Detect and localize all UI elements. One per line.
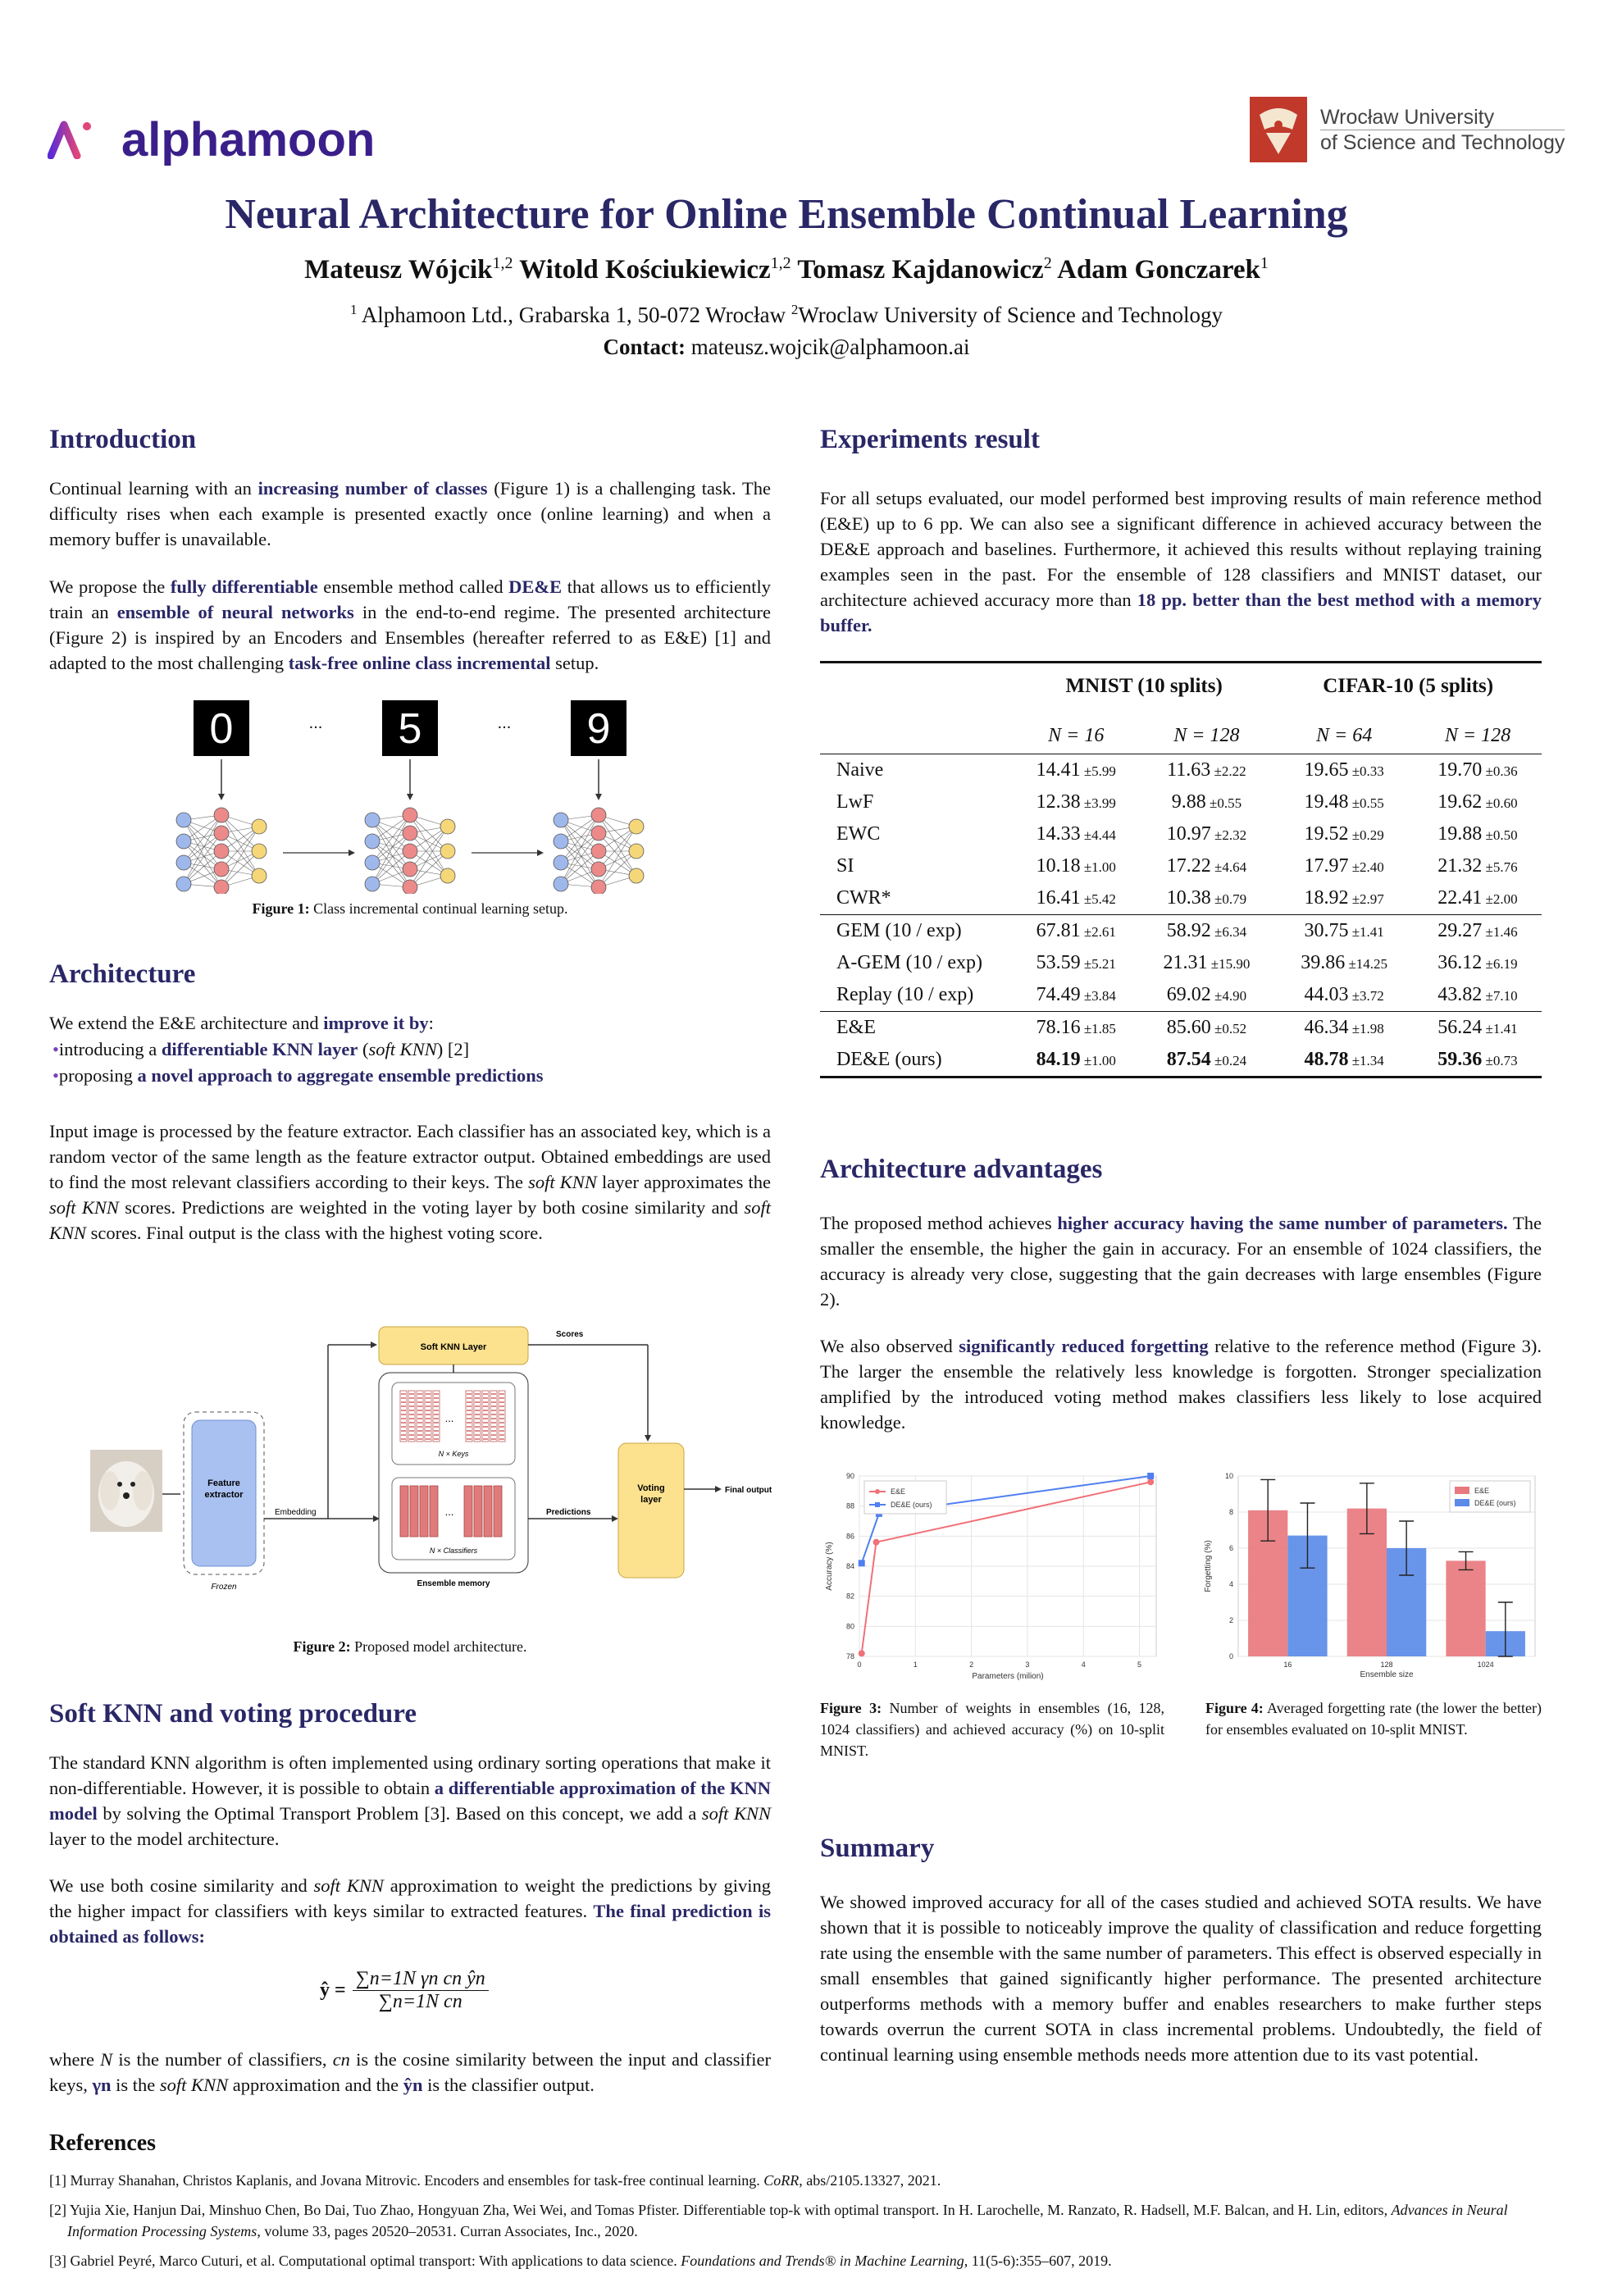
y-axis-label: Forgetting (%) [1204,1540,1213,1592]
section-heading-architecture: Architecture [49,959,196,989]
classifiers-label: N × Classifiers [429,1547,478,1555]
table-cell: 19.48 ±0.55 [1304,790,1384,813]
key-vector [474,1391,481,1442]
alphamoon-logo [48,113,375,166]
table-cell: 21.31 ±15.90 [1163,951,1251,973]
table-cell: 12.38 ±3.99 [1036,790,1116,813]
table-cell: 36.12 ±6.19 [1437,951,1518,973]
table-cell: 69.02 ±4.90 [1166,983,1247,1005]
table-row-label: GEM (10 / exp) [836,919,962,941]
references-list [49,2170,1542,2280]
figure-3-accuracy-chart [820,1468,1164,1685]
predictions-label: Predictions [546,1508,591,1517]
key-vector [408,1391,415,1442]
x-tick-label: 128 [1380,1660,1393,1669]
table-row-label: EWC [836,822,881,845]
affiliations: $^1$ Alphamoon Ltd., Grabarska 1, 50-072 Wrocław $^2$Wroclaw University of Science and Technology [350,302,1223,327]
x-tick-label: 16 [1283,1660,1292,1669]
table-group-mnist: MNIST (10 splits) [1065,675,1223,697]
classifier-block [484,1486,492,1537]
results-table-wrapper [820,661,1542,1078]
y-tick-label: 6 [1228,1544,1233,1552]
y-tick-label: 88 [845,1501,854,1510]
y-tick-label: 8 [1228,1508,1233,1516]
contact-line: Contact: mateusz.wojcik@alphamoon.ai [603,335,970,359]
table-cell: 19.88 ±0.50 [1437,822,1518,845]
classifiers-ellipsis: ... [444,1506,454,1518]
soft-knn-paragraph-1: The standard KNN algorithm is often implemented using ordinary sorting operations that make it non-differentiable. However, it is possible to obtain a differentiable approximation of the KNN model by solving the Optimal Transport Problem [3]. Based on this concept, we add a soft KNN layer to the model architecture. [49,1752,771,1849]
architecture-bullet-2: •proposing a novel approach to aggregate ensemble predictions [52,1065,544,1086]
experiments-paragraph: For all setups evaluated, our model performed best improving results of main reference method (E&E) up to 6 pp. We can also see a significant difference in achieved accuracy between the DE&E approach and baselines. Furthermore, it achieved this results without replaying training examples seen in the past. For the ensemble of 128 classifiers and MNIST dataset, our architecture achieved accuracy more than 18 pp. better than the best method with a memory buffer. [820,488,1542,636]
section-heading-advantages: Architecture advantages [820,1155,1103,1184]
table-cell: 53.59 ±5.21 [1036,951,1116,973]
author-name: Adam Gonczarek [1057,255,1260,285]
class-increment-step [365,700,455,894]
figure-4-forgetting-chart [1199,1468,1543,1685]
table-row [820,914,1542,947]
classifier-block [420,1486,428,1537]
x-tick-label: 3 [1025,1660,1030,1669]
figure-4-caption: Figure 4: Averaged forgetting rate (the lower the better) for ensembles evaluated on 10-split MNIST. [1205,1700,1542,1738]
y-tick-label: 78 [845,1652,854,1660]
table-row-label: CWR* [836,886,891,909]
table-cell: 22.41 ±2.00 [1437,886,1518,909]
keys-ellipsis: ... [444,1412,454,1424]
table-group-cifar: CIFAR-10 (5 splits) [1323,675,1494,697]
table-row-label: LwF [836,790,874,813]
author-name: Tomasz Kajdanowicz [797,255,1044,285]
x-axis-label: Parameters (milion) [972,1672,1044,1681]
figure-2 [82,1304,779,1615]
key-vector [433,1391,440,1442]
intro-paragraph-1: Continual learning with an increasing number of classes (Figure 1) is a challenging task. The difficulty rises when each example is presented exactly once (online learning) and when a memory buffer is unavailable. [49,478,771,549]
figure-3-caption: Figure 3: Number of weights in ensembles (16, 128, 1024 classifiers) and achieved accuracy (%) on 10-split MNIST. [820,1700,1165,1759]
table-cell: 74.49 ±3.84 [1036,983,1116,1005]
table-row-label: E&E [836,1016,876,1038]
affiliation-2: Wroclaw University of Science and Technology [798,303,1223,327]
digit-image: 5 [398,705,422,753]
table-row-label: Naive [836,758,884,781]
y-tick-label: 86 [845,1532,854,1541]
final-output-label: Final output [725,1486,772,1495]
voting-layer-label-2: layer [640,1495,662,1505]
figure-1-caption: Figure 1: Class incremental continual learning setup. [252,900,568,917]
table-cell: 39.86 ±14.25 [1301,951,1388,973]
feature-extractor-label-1: Feature [207,1478,240,1488]
soft-knn-layer-label: Soft KNN Layer [420,1342,487,1352]
y-tick-label: 82 [845,1592,854,1601]
bar [1446,1560,1485,1656]
table-cell: 87.54 ±0.24 [1166,1048,1247,1070]
table-row [820,1044,1542,1076]
results-table [820,663,1542,1076]
table-cell: 85.60 ±0.52 [1166,1016,1247,1038]
table-cell: 29.27 ±1.46 [1437,919,1518,941]
university-name-line1: Wrocław University [1320,105,1495,129]
data-point [873,1539,879,1546]
table-row [820,947,1542,979]
summary-paragraph: We showed improved accuracy for all of the cases studied and achieved SOTA results. We have shown that it is possible to noticeably improve the quality of classification and reduce forgetting rate using the ensemble with the same number of parameters. This effect is observed especially in small ensembles that gained significantly higher performance. The presented architecture outperforms methods with a memory buffer and enables researchers to make further steps towards overrun the current SOTA in class incremental problems. Undoubtedly, the field of continual learning using ensemble methods needs more attention due to its vast potential. [820,1892,1542,2065]
reference-item: [2] Yujia Xie, Hanjun Dai, Minshuo Chen, Bo Dai, Tuo Zhao, Hongyuan Zha, Wei Wei, and Tomas Pfister. Differentiable top-k with optimal transport. In H. Larochelle, M. Ranzato, R. Hadsell, M.F. Balcan, and H. Lin, editors, Advances in Neural Information Processing Systems, volume 33, pages 20520–20531. Curran Associates, Inc., 2020. [49,2202,1508,2239]
alphamoon-logo-text: alphamoon [121,112,376,166]
y-tick-label: 84 [845,1562,854,1570]
ensemble-memory-label: Ensemble memory [417,1579,490,1588]
table-cell: 17.97 ±2.40 [1304,854,1384,877]
equation-numerator: ∑n=1N γn cn ŷn [353,1968,489,1991]
table-cell: 9.88 ±0.55 [1171,790,1242,813]
classifier-block [400,1486,408,1537]
embedding-label: Embedding [275,1508,317,1517]
table-column-header: N = 128 [1173,724,1240,746]
table-cell: 46.34 ±1.98 [1304,1016,1384,1038]
ellipsis: ... [497,714,512,732]
chart-legend [1450,1481,1530,1512]
table-cell: 19.70 ±0.36 [1437,758,1518,781]
advantages-paragraph-2: We also observed significantly reduced forgetting relative to the reference method (Figure 3). The larger the ensemble the relatively less knowledge is forgotten. Stronger specialization amplified by the introduced voting method makes classifiers less likely to lose acquired knowledge. [820,1336,1542,1433]
table-cell: 44.03 ±3.72 [1304,983,1384,1005]
equation-denominator: ∑n=1N cn [378,1991,462,2012]
table-cell: 43.82 ±7.10 [1437,983,1518,1005]
x-tick-label: 1 [913,1660,918,1669]
y-axis-label: Accuracy (%) [825,1542,834,1591]
references-heading: References [49,2130,157,2156]
table-cell: 16.41 ±5.42 [1036,886,1116,909]
author-name: Witold Kościukiewicz [519,255,771,285]
section-heading-summary: Summary [820,1834,935,1863]
y-tick-label: 4 [1228,1580,1233,1588]
table-cell: 14.33 ±4.44 [1036,822,1116,845]
classifier-block [464,1486,472,1537]
digit-image: 0 [209,705,234,753]
legend-item: E&E [891,1487,906,1496]
table-row-label: A-GEM (10 / exp) [836,951,982,973]
input-dog-image [90,1450,162,1532]
reference-item: [3] Gabriel Peyré, Marco Cuturi, et al. Computational optimal transport: With applications to data science. Foundations and Trends® in Machine Learning, 11(5-6):355–607, 2019. [49,2253,1112,2269]
table-cell: 67.81 ±2.61 [1036,919,1116,941]
intro-paragraph-2: We propose the fully differentiable ensemble method called DE&E that allows us to efficiently train an ensemble of neural networks in the end-to-end regime. The presented architecture (Figure 2) is inspired by an Encoders and Ensembles (hereafter referred to as E&E) [1] and adapted to the most challenging task-free online class incremental setup. [49,576,772,673]
figure-2-caption: Figure 2: Proposed model architecture. [293,1638,527,1655]
table-cell: 84.19 ±1.00 [1036,1048,1116,1070]
data-point [1147,1478,1154,1485]
classifier-block [474,1486,482,1537]
table-row [820,818,1542,850]
feature-extractor-label-2: extractor [204,1490,244,1500]
table-cell: 78.16 ±1.85 [1036,1016,1116,1038]
key-vector [482,1391,489,1442]
university-crest-icon [1250,97,1307,162]
table-row-label: DE&E (ours) [836,1048,942,1070]
alphamoon-logo-icon [48,120,118,159]
legend-item: E&E [1474,1487,1490,1495]
table-cell: 19.62 ±0.60 [1437,790,1518,813]
x-tick-label: 0 [857,1660,862,1669]
table-row-label: Replay (10 / exp) [836,983,974,1005]
x-tick-label: 2 [969,1660,974,1669]
table-row-label: SI [836,854,854,877]
table-row [820,1011,1542,1044]
classifier-block [410,1486,418,1537]
table-row [820,850,1542,882]
table-cell: 19.52 ±0.29 [1304,822,1384,845]
voting-layer-box [618,1443,684,1578]
key-vector [466,1391,472,1442]
reference-item: [1] Murray Shanahan, Christos Kaplanis, and Jovana Mitrovic. Encoders and ensembles for task-free continual learning. CoRR, abs/2105.13327, 2021. [49,2172,941,2189]
class-increment-step [176,700,267,894]
equation-lhs: ŷ = [320,1979,346,2001]
class-increment-step [554,700,644,894]
figure-1 [139,697,681,894]
author-list: Mateusz Wójcik$^{1,2}$ Witold Kościukiewicz$^{1,2}$ Tomasz Kajdanowicz$^2$ Adam Gonczarek$^1$ [304,254,1269,285]
table-column-header: N = 128 [1444,724,1511,746]
architecture-intro: We extend the E&E architecture and improve it by: [49,1013,434,1033]
soft-knn-paragraph-2: We use both cosine similarity and soft KNN approximation to weight the predictions by giving the higher impact for classifiers with keys similar to extracted features. The final prediction is obtained as follows: [49,1875,772,1947]
data-point [859,1650,865,1656]
table-cell: 21.32 ±5.76 [1437,854,1518,877]
legend-item: DE&E (ours) [1474,1499,1516,1507]
x-tick-label: 1024 [1477,1660,1494,1669]
section-heading-experiments: Experiments result [820,425,1040,454]
voting-layer-label-1: Voting [637,1483,665,1493]
table-cell: 48.78 ±1.34 [1304,1048,1384,1070]
architecture-bullet-1: •introducing a differentiable KNN layer (soft KNN) [2] [52,1039,470,1059]
x-axis-label: Ensemble size [1360,1670,1414,1679]
author-name: Mateusz Wójcik [304,255,493,285]
keys-label: N × Keys [438,1450,469,1458]
table-row [820,754,1542,786]
affiliation-1: Alphamoon Ltd., Grabarska 1, 50-072 Wrocław [361,303,786,327]
table-row [820,979,1542,1012]
university-name-line2: of Science and Technology [1320,130,1565,154]
key-vector [425,1391,431,1442]
key-vector [490,1391,497,1442]
x-tick-label: 5 [1137,1660,1142,1669]
y-tick-label: 2 [1228,1616,1233,1624]
table-cell: 56.24 ±1.41 [1437,1016,1518,1038]
table-row [820,882,1542,915]
y-tick-label: 10 [1224,1472,1233,1480]
y-tick-label: 90 [845,1472,854,1480]
table-cell: 10.38 ±0.79 [1166,886,1247,909]
table-row [820,786,1542,818]
table-cell: 10.97 ±2.32 [1166,822,1247,845]
university-logo [1250,97,1565,162]
digit-image: 9 [586,705,611,753]
x-tick-label: 4 [1081,1660,1086,1669]
section-heading-introduction: Introduction [49,425,197,454]
classifier-block [430,1486,438,1537]
table-cell: 11.63 ±2.22 [1167,758,1246,781]
soft-knn-paragraph-3: where N is the number of classifiers, cn is the cosine similarity between the input and classifier keys, γn is the soft KNN approximation and the ŷn is the classifier output. [49,2049,772,2095]
table-cell: 14.41 ±5.99 [1036,758,1116,781]
classifier-block [494,1486,502,1537]
key-vector [400,1391,407,1442]
contact-email[interactable]: mateusz.wojcik@alphamoon.ai [690,335,970,359]
table-cell: 18.92 ±2.97 [1304,886,1384,909]
table-cell: 19.65 ±0.33 [1304,758,1384,781]
final-prediction-equation [320,1968,489,2013]
chart-legend [864,1481,946,1514]
key-vector [499,1391,505,1442]
paper-title: Neural Architecture for Online Ensemble Continual Learning [225,191,1348,238]
section-heading-soft-knn: Soft KNN and voting procedure [49,1699,417,1729]
data-point [1147,1473,1154,1479]
table-cell: 59.36 ±0.73 [1437,1048,1518,1070]
y-tick-label: 80 [845,1622,854,1631]
data-point [859,1560,865,1566]
table-cell: 30.75 ±1.41 [1304,919,1384,941]
table-column-header: N = 16 [1048,724,1105,746]
y-tick-label: 0 [1228,1652,1233,1660]
ellipsis: ... [308,714,323,732]
table-cell: 58.92 ±6.34 [1166,919,1247,941]
table-cell: 10.18 ±1.00 [1036,854,1116,877]
scores-label: Scores [556,1330,584,1339]
architecture-paragraph: Input image is processed by the feature extractor. Each classifier has an associated key, which is a random vector of the same length as the feature extractor output. Obtained embeddings are used to find the most relevant classifiers according to their keys. The soft KNN layer approximates the soft KNN scores. Predictions are weighted in the voting layer by both cosine similarity and soft KNN scores. Final output is the class with the highest voting score. [49,1121,772,1243]
key-vector [417,1391,423,1442]
advantages-paragraph-1: The proposed method achieves higher accuracy having the same number of parameters. The smaller the ensemble, the higher the gain in accuracy. For an ensemble of 1024 classifiers, the accuracy is already very close, suggesting that the gain decreases with large ensembles (Figure 2). [820,1213,1542,1310]
table-column-header: N = 64 [1316,724,1373,746]
table-cell: 17.22 ±4.64 [1166,854,1247,877]
frozen-label: Frozen [211,1583,237,1592]
legend-item: DE&E (ours) [891,1501,932,1509]
